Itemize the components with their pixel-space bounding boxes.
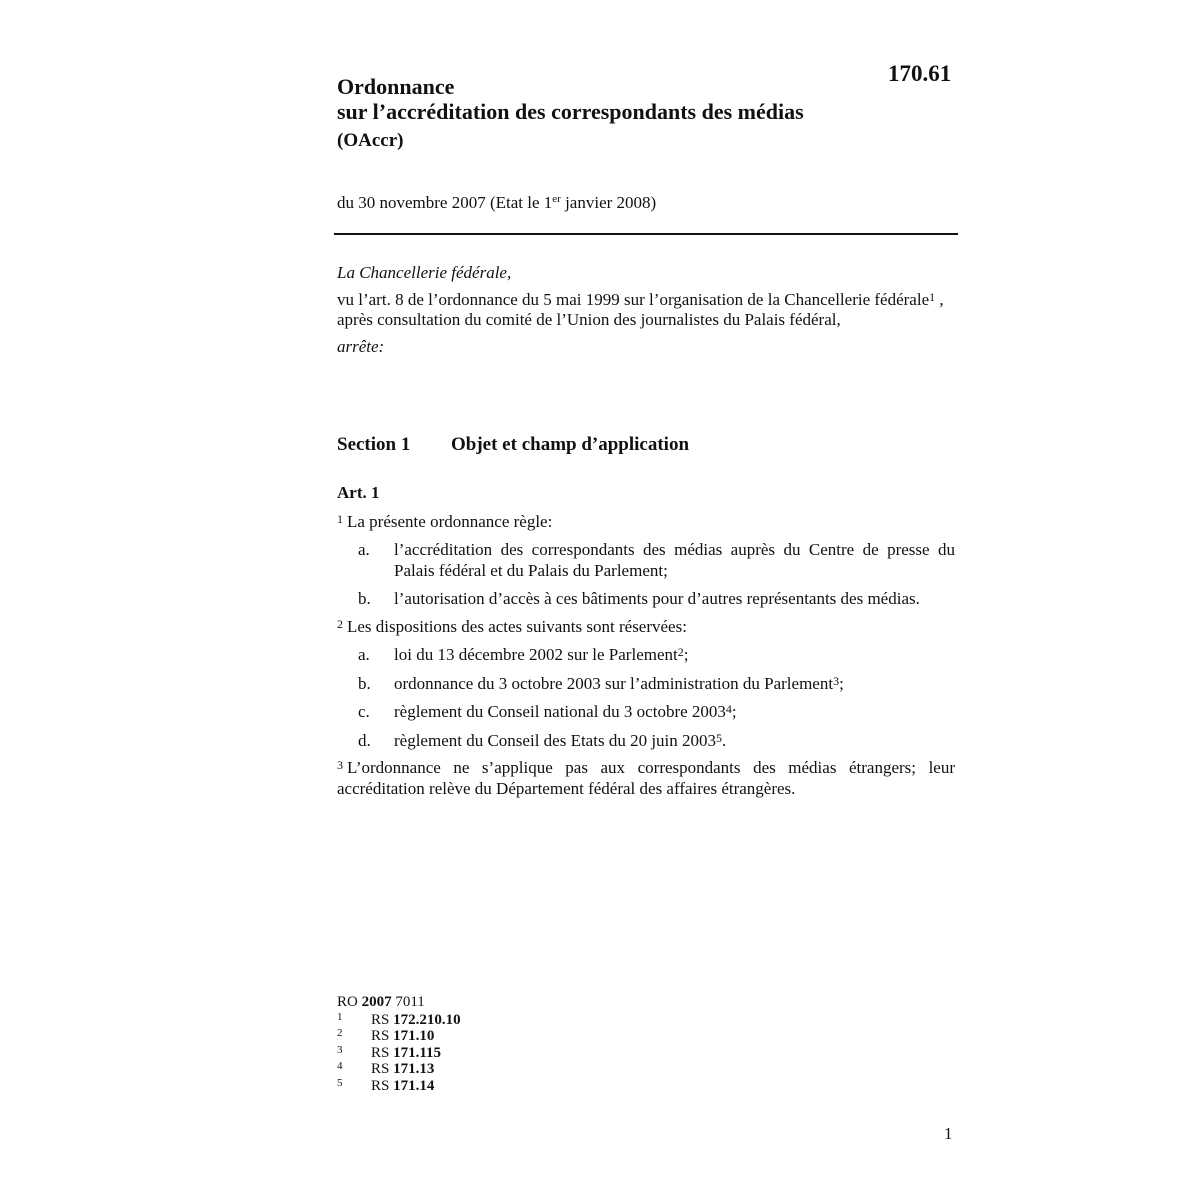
- list-item-letter: b.: [358, 673, 371, 693]
- list-item-text: règlement du Conseil national du 3 octobre 2003: [394, 702, 726, 721]
- paragraph-text: Les dispositions des actes suivants sont réservées:: [347, 616, 687, 636]
- footnote-ref-3[interactable]: 3: [833, 673, 840, 688]
- list-item: [337, 589, 955, 610]
- sr-number: 170.61: [888, 61, 952, 86]
- paragraph-3: [337, 758, 955, 799]
- article-label: Art. 1: [337, 483, 380, 502]
- footnote-ref[interactable]: 171.115: [393, 1044, 442, 1061]
- footnote-number: 1: [337, 1010, 343, 1023]
- list-item-letter: a.: [358, 540, 370, 559]
- footnote-2: [337, 1028, 637, 1045]
- header-divider: [334, 233, 958, 235]
- ro-prefix: RO: [337, 994, 362, 1010]
- date-suffix: janvier 2008): [560, 193, 657, 212]
- ro-reference: [337, 994, 637, 1011]
- footnote-ref[interactable]: 171.10: [393, 1028, 435, 1044]
- title-block: [337, 74, 937, 153]
- footnote-5: [337, 1078, 637, 1095]
- list-item-letter: a.: [358, 645, 370, 664]
- footnote-number: 3: [337, 1043, 343, 1056]
- list-item: [337, 731, 955, 752]
- list-item-text: loi du 13 décembre 2002 sur le Parlement: [394, 645, 678, 664]
- footnote-number: 5: [337, 1076, 343, 1089]
- preamble-consultation: après consultation du comité de l’Union des journalistes du Palais fédéral,: [337, 310, 841, 329]
- list-item-text: règlement du Conseil des Etats du 20 juin 2003: [394, 730, 717, 750]
- footnote-prefix: RS: [371, 1077, 394, 1094]
- article-1: [337, 483, 955, 799]
- paragraph-text: La présente ordonnance règle:: [347, 511, 553, 531]
- paragraph-number: 1: [337, 511, 343, 526]
- preamble-decision: arrête:: [337, 336, 385, 356]
- list-item-tail: ;: [839, 673, 844, 693]
- footnote-prefix: RS: [371, 1044, 394, 1061]
- footnote-prefix: RS: [371, 1028, 394, 1044]
- footnote-ref[interactable]: 172.210.10: [393, 1011, 461, 1028]
- page-number: 1: [944, 1124, 953, 1143]
- title-line-2: sur l’accréditation des correspondants des médias: [337, 99, 804, 124]
- section-title: Objet et champ d’application: [451, 434, 690, 455]
- paragraph-number: 3: [337, 758, 343, 772]
- list-item: [337, 645, 955, 666]
- preamble-basis-text: vu l’art. 8 de l’ordonnance du 5 mai 1999 sur l’organisation de la Chancellerie fédérale: [337, 289, 930, 309]
- list-item-tail: .: [722, 730, 727, 750]
- preamble: [337, 263, 957, 357]
- ro-page: 7011: [391, 994, 425, 1010]
- list-item-letter: d.: [358, 730, 371, 750]
- footnote-ref-2[interactable]: 2: [677, 645, 684, 659]
- list-item-text: l’accréditation des correspondants des médias auprès du Centre de presse du Palais fédéral et du Palais du Parlement;: [394, 540, 955, 580]
- paragraph-2: [337, 617, 955, 638]
- paragraph-1: [337, 512, 955, 533]
- footnote-1: [337, 1012, 637, 1029]
- preamble-basis-tail: ,: [935, 289, 944, 309]
- date-line: [337, 192, 656, 214]
- list-item-tail: ;: [683, 645, 689, 664]
- list-item-letter: b.: [358, 589, 371, 608]
- footnote-3: [337, 1045, 637, 1062]
- ro-year: 2007: [361, 994, 392, 1010]
- list-item-tail: ;: [731, 702, 737, 721]
- preamble-basis: [337, 290, 957, 311]
- list-item: [337, 702, 955, 723]
- section-number: Section 1: [337, 434, 411, 455]
- paragraph-number: 2: [337, 616, 343, 631]
- footnote-ref-4[interactable]: 4: [725, 702, 732, 716]
- title-line-1: Ordonnance: [337, 74, 455, 99]
- footnote-prefix: RS: [371, 1011, 394, 1028]
- paragraph-text: L’ordonnance ne s’applique pas aux correspondants des médias étrangers; leur accréditation relève du Département fédéral des affaires étrangères.: [337, 758, 955, 798]
- footnote-number: 4: [337, 1060, 343, 1072]
- list-item: [337, 674, 955, 695]
- date-superscript: er: [552, 193, 561, 205]
- footnote-ref[interactable]: 171.14: [393, 1077, 435, 1094]
- footnote-ref-5[interactable]: 5: [716, 730, 723, 745]
- footnote-4: [337, 1061, 637, 1078]
- list-item-text: ordonnance du 3 octobre 2003 sur l’administration du Parlement: [394, 673, 834, 693]
- footnote-prefix: RS: [371, 1061, 394, 1077]
- list-item: [337, 540, 955, 581]
- title-abbreviation: (OAccr): [337, 130, 404, 151]
- section-heading: [337, 433, 690, 457]
- preamble-authority: La Chancellerie fédérale,: [337, 263, 512, 282]
- footnote-ref-1[interactable]: 1: [929, 289, 936, 304]
- footnote-number: 2: [337, 1027, 343, 1039]
- date-prefix: du 30 novembre 2007 (Etat le 1: [337, 193, 553, 212]
- footnotes: [337, 994, 637, 1094]
- footnote-ref[interactable]: 171.13: [393, 1061, 435, 1077]
- list-item-text: l’autorisation d’accès à ces bâtiments pour d’autres représentants des médias.: [394, 589, 920, 608]
- list-item-letter: c.: [358, 702, 370, 721]
